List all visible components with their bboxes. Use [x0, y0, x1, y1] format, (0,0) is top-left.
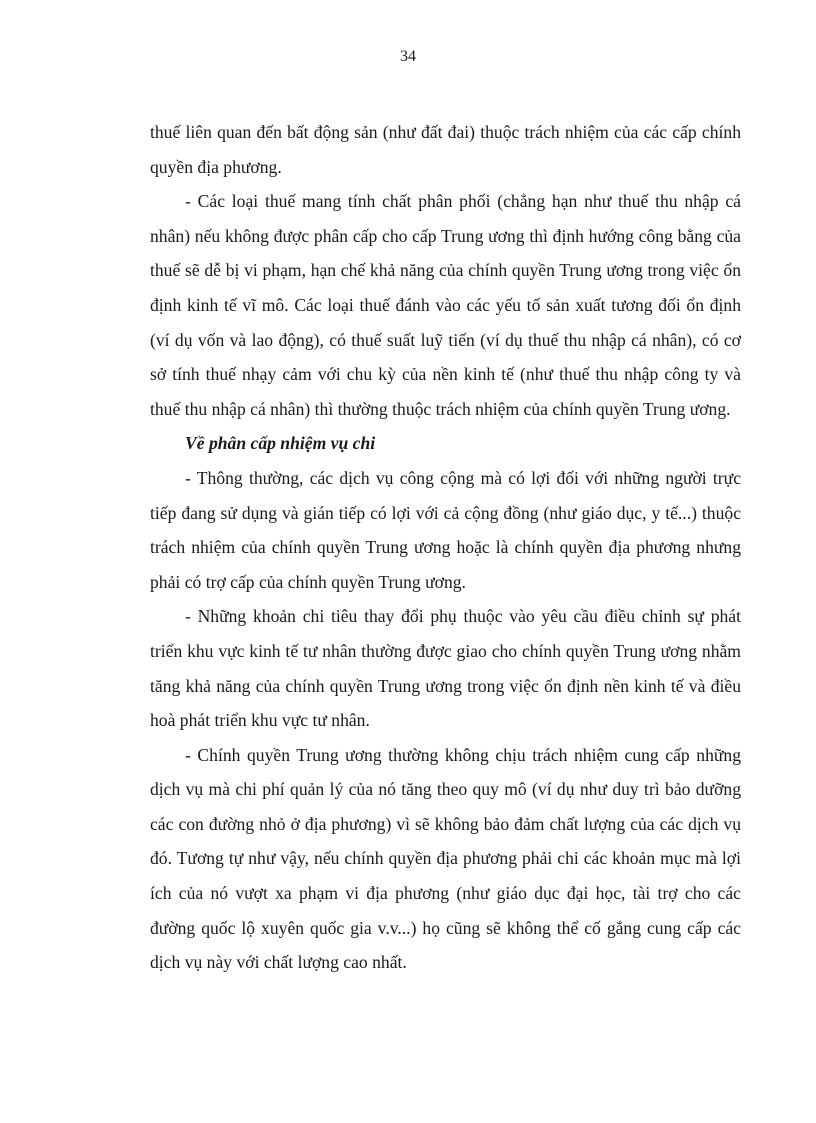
- section-heading-expenditure: Về phân cấp nhiệm vụ chi: [185, 433, 376, 454]
- page-number: 34: [400, 48, 416, 65]
- paragraph-public-services: - Thông thường, các dịch vụ công cộng mà có lợi đối với những người trực tiếp đang sử dụng và gián tiếp có lợi với cả cộng đồng (như giáo dục, y tế...) thuộc trách nhiệm của chính quyền Trung ương hoặc là chính quyền địa phương nhưng phải có trợ cấp của chính quyền Trung ương.: [150, 467, 741, 592]
- paragraph-distributive-taxes: - Các loại thuế mang tính chất phân phối (chẳng hạn như thuế thu nhập cá nhân) nếu không được phân cấp cho cấp Trung ương thì định hướng công bằng của thuế sẽ dễ bị vi phạm, hạn chế khả năng của chính quyền Trung ương trong việc ổn định kinh tế vĩ mô. Các loại thuế đánh vào các yếu tố sản xuất tương đối ổn định (ví dụ vốn và lao động), có thuế suất luỹ tiến (ví dụ thuế thu nhập cá nhân), có cơ sở tính thuế nhạy cảm với chu kỳ của nền kinh tế (như thuế thu nhập công ty và thuế thu nhập cá nhân) thì thường thuộc trách nhiệm của chính quyền Trung ương.: [150, 191, 741, 419]
- paragraph-spending-adjustment: - Những khoản chi tiêu thay đổi phụ thuộc vào yêu cầu điều chỉnh sự phát triển khu vực kinh tế tư nhân thường được giao cho chính quyền Trung ương nhằm tăng khả năng của chính quyền Trung ương trong việc ổn định nền kinh tế và điều hoà phát triển khu vực tư nhân.: [150, 606, 741, 731]
- paragraph-central-responsibility: - Chính quyền Trung ương thường không chịu trách nhiệm cung cấp những dịch vụ mà chi phí quản lý của nó tăng theo quy mô (ví dụ như duy trì bảo dưỡng các con đường nhỏ ở địa phương) vì sẽ không bảo đảm chất lượng của các dịch vụ đó. Tương tự như vậy, nếu chính quyền địa phương phải chi các khoản mục mà lợi ích của nó vượt xa phạm vi địa phương (như giáo dục đại học, tài trợ cho các đường quốc lộ xuyên quốc gia v.v...) họ cũng sẽ không thể cố gắng cung cấp các dịch vụ này với chất lượng cao nhất.: [150, 744, 741, 973]
- document-body: [150, 115, 741, 980]
- paragraph-continuation: thuế liên quan đến bất động sản (như đất đai) thuộc trách nhiệm của các cấp chính quyền địa phương.: [150, 122, 741, 177]
